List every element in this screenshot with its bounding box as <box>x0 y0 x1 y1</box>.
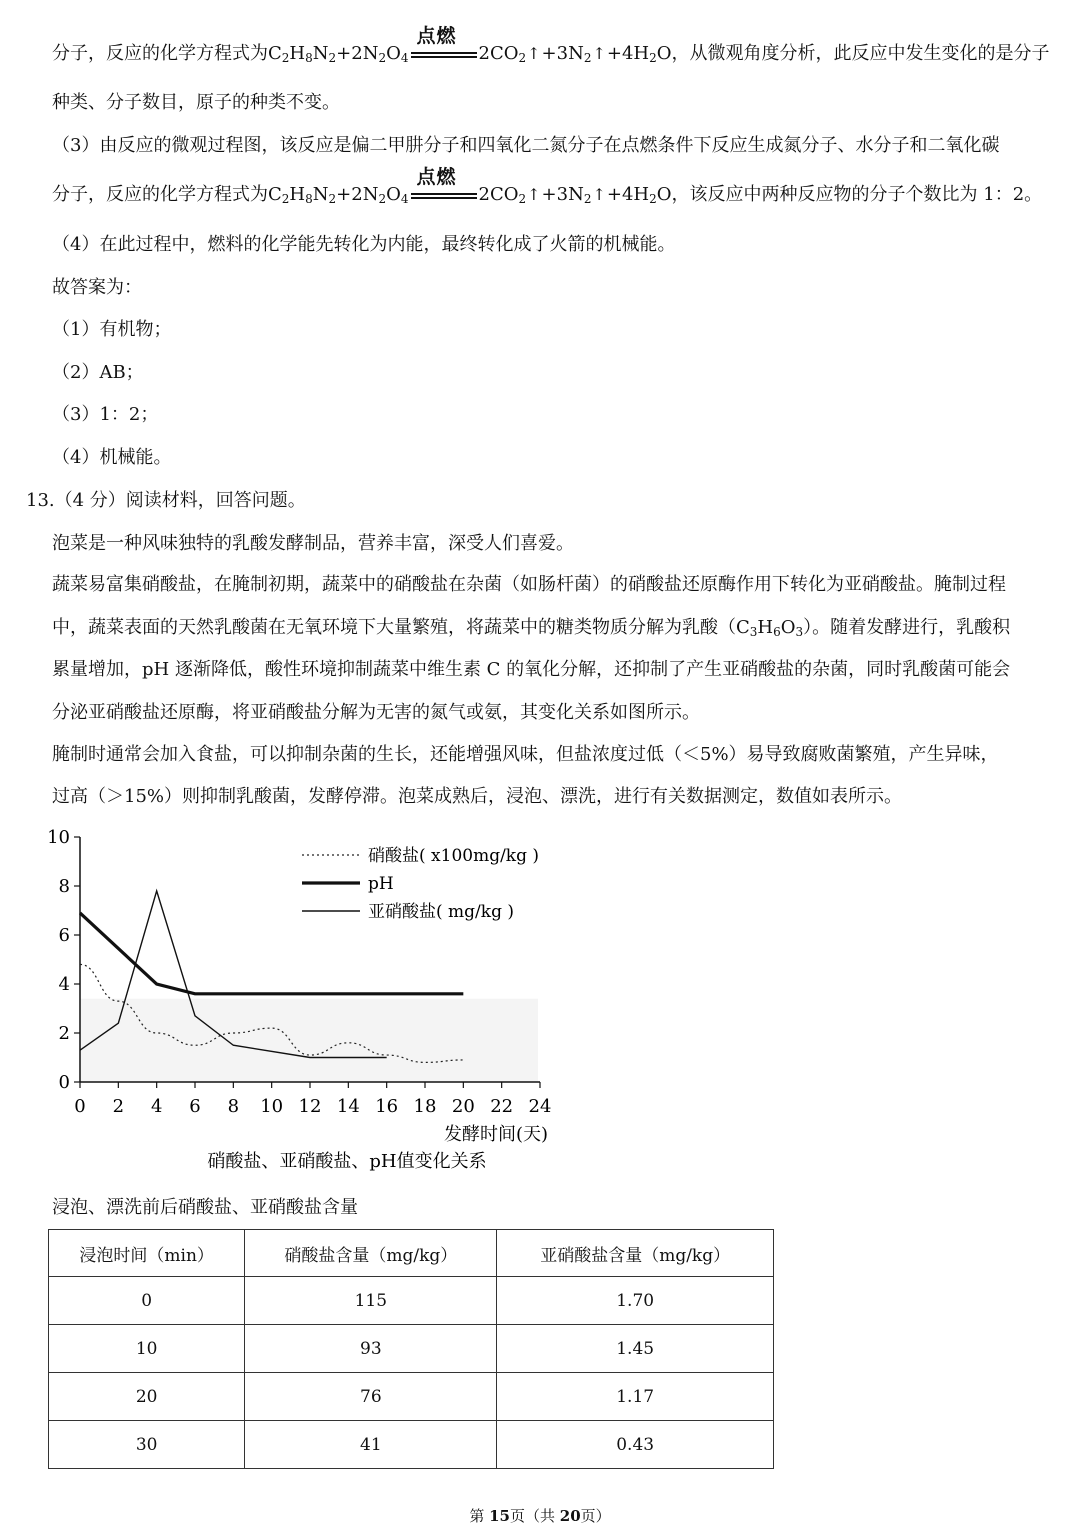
page-number: 15 <box>489 1507 510 1525</box>
reaction-condition-arrow <box>411 166 477 207</box>
line-chart <box>40 820 570 1180</box>
answer-1: （1）有机物； <box>52 319 172 340</box>
equation-line-1 <box>52 25 1050 66</box>
paragraph-line: （3）由反应的微观过程图，该反应是偏二甲肼分子和四氧化二氮分子在点燃条件下反应生成氮分子、水分子和二氧化碳 <box>52 135 1000 156</box>
footer-text: 页） <box>580 1507 611 1525</box>
y-tick-label: 4 <box>58 974 70 995</box>
answer-4: （4）机械能。 <box>52 447 172 468</box>
paragraph-line <box>52 616 1010 640</box>
chemical-formula: $C_2H_8N_2+2N_2O_4$ <box>268 43 409 65</box>
chemical-formula: $C_2H_8N_2+2N_2O_4$ <box>268 184 409 206</box>
table-row <box>49 1277 774 1325</box>
page-total: 20 <box>559 1507 581 1525</box>
x-tick-label: 8 <box>227 1096 240 1117</box>
table-cell: 76 <box>245 1373 497 1421</box>
text: ，从微观角度分析，此反应中发生变化的是分子 <box>671 43 1050 64</box>
table-cell: 41 <box>245 1421 497 1469</box>
legend-label-3: 亚硝酸盐( mg/kg ) <box>368 902 514 922</box>
y-tick-label: 8 <box>58 876 70 897</box>
table-cell: 0.43 <box>497 1421 774 1469</box>
footer-text: 页（共 <box>509 1507 560 1525</box>
legend-label-2: pH <box>368 874 394 894</box>
y-tick-label: 2 <box>58 1023 70 1044</box>
text: 分子，反应的化学方程式为 <box>52 43 268 64</box>
table-row <box>49 1373 774 1421</box>
table-header-row <box>49 1230 774 1277</box>
x-tick-label: 22 <box>490 1096 514 1117</box>
table-row <box>49 1421 774 1469</box>
chemical-formula: $2CO_2↑+3N_2↑+4H_2O$ <box>478 43 672 65</box>
chemical-formula: $C_3H_6O_3$ <box>736 617 804 639</box>
x-tick-label: 4 <box>150 1096 163 1117</box>
y-tick-label: 6 <box>58 925 70 946</box>
page-footer <box>0 1505 1080 1526</box>
equation-line-2 <box>52 166 1043 207</box>
series-line-2 <box>80 913 463 994</box>
footer-text: 第 <box>469 1507 490 1525</box>
condition-label: 点燃 <box>416 166 457 188</box>
x-tick-label: 20 <box>451 1096 475 1117</box>
paragraph-line: 蔬菜易富集硝酸盐，在腌制初期，蔬菜中的硝酸盐在杂菌（如肠杆菌）的硝酸盐还原酶作用下转化为亚硝酸盐。腌制过程 <box>52 574 1006 595</box>
text: ）。随着发酵进行，乳酸积 <box>803 617 1011 638</box>
x-tick-label: 2 <box>112 1096 125 1117</box>
table-cell: 1.45 <box>497 1325 774 1373</box>
table-row <box>49 1325 774 1373</box>
chemical-formula: $2CO_2↑+3N_2↑+4H_2O$ <box>478 184 672 206</box>
table-header-cell: 浸泡时间（min） <box>49 1230 245 1277</box>
x-tick-label: 18 <box>413 1096 437 1117</box>
paragraph-line: 过高（＞15%）则抑制乳酸菌，发酵停滞。泡菜成熟后，浸泡、漂洗，进行有关数据测定，数值如表所示。 <box>52 786 903 807</box>
x-axis-label: 发酵时间(天) <box>443 1124 548 1145</box>
condition-label: 点燃 <box>416 25 457 47</box>
paragraph-line: 腌制时通常会加入食盐，可以抑制杂菌的生长，还能增强风味，但盐浓度过低（＜5%）易导致腐败菌繁殖，产生异味， <box>52 744 999 765</box>
paragraph-line: 分泌亚硝酸盐还原酶，将亚硝酸盐分解为无害的氮气或氨，其变化关系如图所示。 <box>52 702 700 723</box>
table-caption: 浸泡、漂洗前后硝酸盐、亚硝酸盐含量 <box>52 1197 358 1218</box>
answer-3: （3）1：2； <box>52 404 159 425</box>
answer-2: （2）AB； <box>52 362 144 383</box>
question-title: 13.（4 分）阅读材料，回答问题。 <box>26 490 306 511</box>
table-header-cell: 硝酸盐含量（mg/kg） <box>245 1230 497 1277</box>
legend-label-1: 硝酸盐( x100mg/kg ) <box>368 846 540 866</box>
table-cell: 30 <box>49 1421 245 1469</box>
x-tick-label: 14 <box>336 1096 360 1117</box>
chart-background-band <box>80 999 538 1082</box>
text: 中，蔬菜表面的天然乳酸菌在无氧环境下大量繁殖，将蔬菜中的糖类物质分解为乳酸（ <box>52 617 736 638</box>
table-cell: 93 <box>245 1325 497 1373</box>
table-cell: 20 <box>49 1373 245 1421</box>
table-cell: 0 <box>49 1277 245 1325</box>
chart-title: 硝酸盐、亚硝酸盐、pH值变化关系 <box>207 1151 487 1172</box>
text: 分子，反应的化学方程式为 <box>52 184 268 205</box>
paragraph-line: 种类、分子数目，原子的种类不变。 <box>52 92 340 113</box>
x-tick-label: 6 <box>189 1096 201 1117</box>
reaction-condition-arrow <box>411 25 477 66</box>
y-tick-label: 0 <box>58 1072 70 1093</box>
text: ，该反应中两种反应物的分子个数比为 1：2。 <box>671 184 1043 205</box>
x-tick-label: 0 <box>74 1096 86 1117</box>
answer-heading: 故答案为： <box>52 277 142 298</box>
table-header-cell: 亚硝酸盐含量（mg/kg） <box>497 1230 774 1277</box>
x-tick-label: 12 <box>298 1096 322 1117</box>
table-cell: 115 <box>245 1277 497 1325</box>
y-tick-label: 10 <box>47 827 70 848</box>
table-cell: 1.17 <box>497 1373 774 1421</box>
x-tick-label: 24 <box>528 1096 552 1117</box>
paragraph-line: 累量增加，pH 逐渐降低，酸性环境抑制蔬菜中维生素 C 的氧化分解，还抑制了产生亚硝酸盐的杂菌，同时乳酸菌可能会 <box>52 659 1011 680</box>
paragraph-line: （4）在此过程中，燃料的化学能先转化为内能，最终转化成了火箭的机械能。 <box>52 234 676 255</box>
x-tick-label: 16 <box>375 1096 399 1117</box>
table-cell: 1.70 <box>497 1277 774 1325</box>
data-table <box>48 1229 774 1469</box>
paragraph-line: 泡菜是一种风味独特的乳酸发酵制品，营养丰富，深受人们喜爱。 <box>52 533 574 554</box>
x-tick-label: 10 <box>260 1096 284 1117</box>
table-cell: 10 <box>49 1325 245 1373</box>
